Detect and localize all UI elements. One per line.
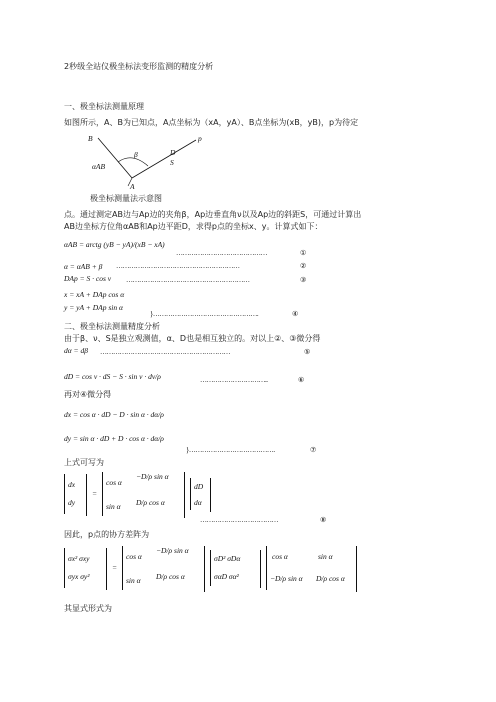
equation-5-number: ⑤ xyxy=(304,348,310,356)
section-heading-2: 二、极坐标法测量精度分析 xyxy=(64,322,160,331)
equation-2: α = αAB + β xyxy=(64,262,103,271)
equation-7b: dy = sin α · dD + D · cos α · dα/ρ xyxy=(64,434,164,443)
figure-label-D: D xyxy=(170,148,176,157)
equation-8-number: ⑧ xyxy=(320,516,326,524)
page-title: 2秒级全站仪极坐标法变形监测的精度分析 xyxy=(64,62,214,71)
paragraph-7: 其显式形式为 xyxy=(64,604,112,613)
paragraph-6: 因此，p点的协方差阵为 xyxy=(64,530,150,539)
figure-caption: 极坐标测量法示意图 xyxy=(90,194,162,203)
equation-4-number: ④ xyxy=(292,310,298,318)
figure-label-alpha: αAB xyxy=(92,162,106,171)
paragraph-1: 点。通过测定AB边与Ap边的夹角β，Ap边垂直角ν以及Ap边的斜距S，可通过计算出 xyxy=(64,210,362,219)
paragraph-3: 由于β、ν、S是独立观测值，α、D也是相互独立的。对以上②、③微分得 xyxy=(64,334,321,343)
equation-4-leader: }…………………………………………. xyxy=(150,310,259,318)
equation-6-number: ⑥ xyxy=(298,376,304,384)
equation-3-leader: ………………………………………………… xyxy=(126,276,250,284)
equation-1-number: ① xyxy=(300,249,306,257)
equation-4a: x = xA + DAp cos α xyxy=(64,290,125,299)
figure-label-p: p xyxy=(198,134,202,143)
figure-label-A: A xyxy=(130,182,135,191)
paragraph-5: 上式可写为 xyxy=(64,458,104,467)
matrix-equation-8: dx dy = cos α −D/ρ sin α sin α D/ρ cos α dD dα xyxy=(64,472,224,522)
figure-label-S: S xyxy=(170,158,174,167)
equation-7-leader: }…………………………………. xyxy=(186,446,275,454)
equation-3: DAp = S · cos ν xyxy=(64,274,112,283)
section-heading-1: 一、极坐标法测量原理 xyxy=(64,102,144,111)
equation-1-leader: …………………………………… xyxy=(176,249,267,257)
intro-paragraph: 如图所示，A、B为已知点，A点坐标为（xA，yA）、B点坐标为(xB，yB)，p为待定 xyxy=(64,118,359,127)
figure-label-beta: β xyxy=(134,150,138,159)
equation-4b: y = yA + DAp sin α xyxy=(64,303,123,312)
equation-6: dD = cos ν · dS − S · sin ν · dν/ρ xyxy=(64,372,161,381)
equation-7-number: ⑦ xyxy=(310,446,316,454)
equation-2-number: ② xyxy=(300,262,306,270)
covariance-matrix: σx² σxy σyx σy² = cos α −D/ρ sin α sin α D/ρ cos α σD² σDα σαD σα² cos α sin α −D/ρ sin α D/ρ cos α xyxy=(64,546,364,596)
equation-5: dα = dβ xyxy=(64,346,88,355)
equation-8-leader: ……………………………… xyxy=(200,516,278,524)
equation-7a: dx = cos α · dD − D · sin α · dα/ρ xyxy=(64,410,164,419)
equation-6-leader: ………………………….. xyxy=(200,376,268,384)
equation-5-leader: …………………………………………………… xyxy=(100,348,230,356)
figure-label-B: B xyxy=(88,134,93,143)
equation-3-number: ③ xyxy=(300,276,306,284)
paragraph-2: AB边坐标方位角αAB和Ap边平距D，求得p点的坐标x、y。计算式如下： xyxy=(64,222,323,231)
equation-1: αAB = arctg (yB − yA)/(xB − xA) xyxy=(64,240,165,249)
equation-2-leader: ………………………………………………… xyxy=(116,262,240,270)
paragraph-4: 再对④微分得 xyxy=(64,390,112,399)
